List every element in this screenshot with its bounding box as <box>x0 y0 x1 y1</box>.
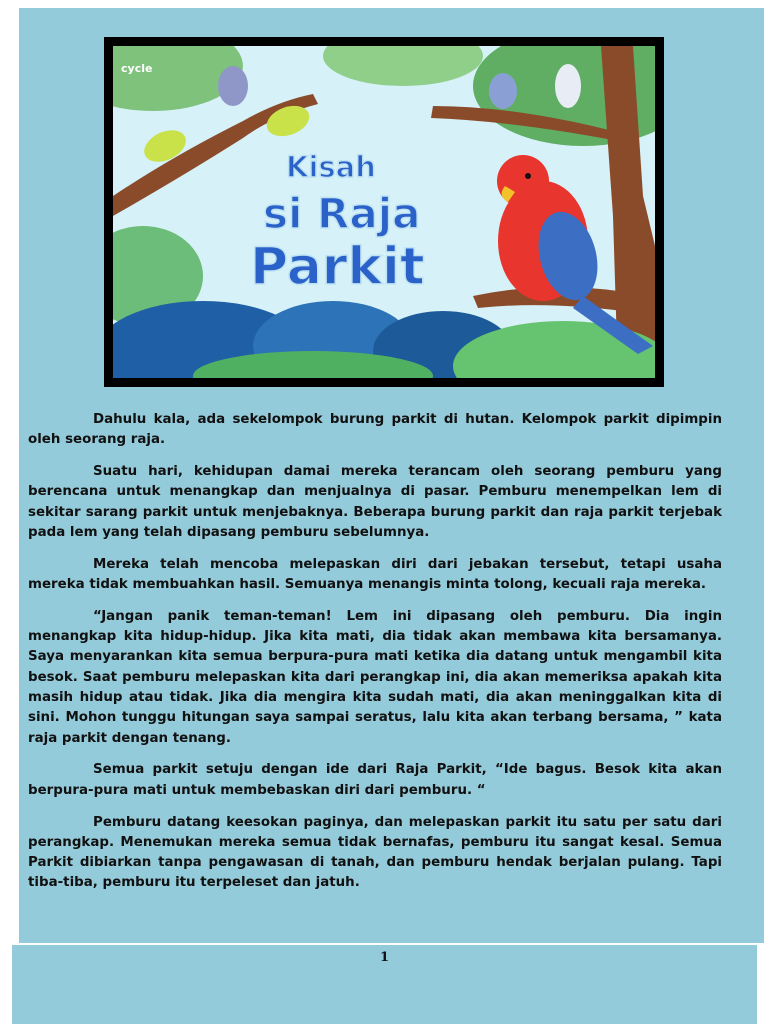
story-paragraph: “Jangan panik teman-teman! Lem ini dipasang oleh pemburu. Dia ingin menangkap kita hidup-hidup. Jika kita mati, dia tidak akan membawa kita bersamanya. Saya menyarankan kita semua berpura-pura mati ketika dia datang untuk mengambil kita besok. Saat pemburu melepaskan kita dari perangkap ini, dia akan memeriksa apakah kita masih hidup atau tidak. Jika dia mengira kita sudah mati, dia akan meninggalkan kita di sini. Mohon tunggu hitungan saya sampai seratus, lalu kita akan terbang bersama, ” kata raja parkit dengan tenang. <box>28 608 722 746</box>
parakeet-grey <box>218 66 248 106</box>
king-parakeet-eye <box>525 173 531 179</box>
story-paragraph: Semua parkit setuju dengan ide dari Raja Parkit, “Ide bagus. Besok kita akan berpura-pura mati untuk membebaskan diri dari pemburu. “ <box>28 762 722 798</box>
cover-illustration <box>104 37 664 387</box>
story-paragraph: Suatu hari, kehidupan damai mereka terancam oleh seorang pemburu yang berencana untuk menangkap dan menjualnya di pasar. Pemburu menempelkan lem di sekitar sarang parkit untuk menjebaknya. Beberapa burung parkit dan raja parkit terjebak pada lem yang telah dipasang pemburu sebelumnya. <box>28 464 722 540</box>
story-text <box>28 410 722 905</box>
page-number: 1 <box>379 950 390 965</box>
story-paragraph: Pemburu datang keesokan paginya, dan melepaskan parkit itu satu per satu dari perangkap. Menemukan mereka semua tidak bernafas, pemburu itu sangat kesal. Semua Parkit dibiarkan tanpa pengawasan di tanah, dan pemburu hendak berjalan pulang. Tapi tiba-tiba, pemburu itu terpeleset dan jatuh. <box>28 814 722 891</box>
footer <box>12 945 757 1024</box>
logo-text: cycle <box>121 62 153 75</box>
cover-title-line-1: Kisah <box>286 150 376 184</box>
cover-title-line-3: Parkit <box>250 237 425 297</box>
parakeet-blue <box>489 73 517 109</box>
parakeet-white <box>555 64 581 108</box>
story-paragraph: Mereka telah mencoba melepaskan diri dari jebakan tersebut, tetapi usaha mereka tidak membuahkan hasil. Semuanya menangis minta tolong, kecuali raja mereka. <box>28 556 722 593</box>
story-paragraph: Dahulu kala, ada sekelompok burung parkit di hutan. Kelompok parkit dipimpin oleh seorang raja. <box>28 412 722 448</box>
cover-title-line-2: si Raja <box>263 189 421 238</box>
cover-artwork <box>113 46 655 378</box>
